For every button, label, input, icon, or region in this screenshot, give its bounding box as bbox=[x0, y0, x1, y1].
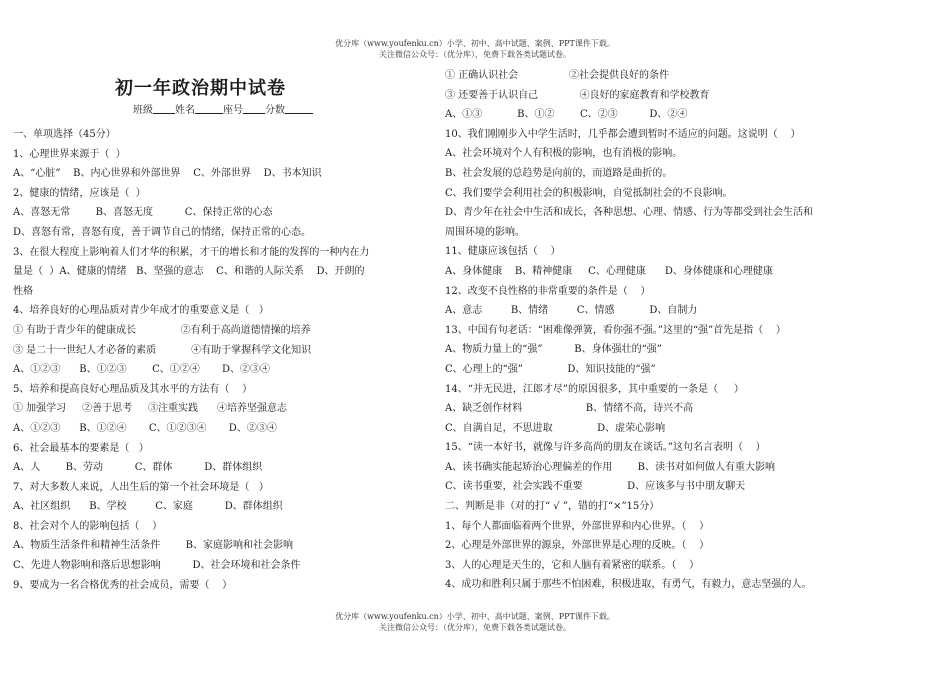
seat-blank bbox=[243, 103, 265, 114]
question-line: C、读书重要，社会实践不重要 D、应该多与书中朋友聊天 bbox=[445, 481, 746, 493]
question-line: D、青少年在社会中生活和成长，各种思想、心理、情感、行为等都受到社会生活和 bbox=[445, 207, 814, 219]
class-blank bbox=[153, 103, 175, 114]
question-line: 14、“并无民进，江郎才尽”的原因很多，其中重要的一条是（ ） bbox=[445, 383, 744, 395]
question-line: ① 正确认识社会 ②社会提供良好的条件 bbox=[445, 70, 670, 81]
name-label: 姓名 bbox=[175, 105, 195, 116]
question-line: 2、健康的情绪，应该是（ ） bbox=[13, 187, 146, 199]
page-header bbox=[0, 38, 950, 60]
question-line: 周围环境的影响。 bbox=[445, 226, 525, 238]
question-line: 7、对大多数人来说，人出生后的第一个社会环境是（ ） bbox=[13, 481, 269, 493]
question-line: 2、心理是外部世界的源泉，外部世界是心理的反映。（ ） bbox=[445, 540, 710, 552]
question-line: 12、改变不良性格的非常重要的条件是（ ） bbox=[445, 285, 651, 297]
question-line: B、社会发展的总趋势是向前的，而道路是曲折的。 bbox=[445, 167, 673, 179]
question-line: 3、人的心理是天生的，它和人脑有着紧密的联系。（ ） bbox=[445, 559, 700, 571]
score-blank bbox=[285, 103, 313, 114]
score-label: 分数 bbox=[265, 105, 285, 116]
question-line: A、①③ B、①② C、②③ D、②④ bbox=[445, 109, 688, 121]
name-blank bbox=[195, 103, 223, 114]
page-footer bbox=[0, 611, 950, 633]
header-line-2: 关注微信公众号：（优分库），免费下载各类试题试卷。 bbox=[379, 50, 571, 59]
question-line: A、物质力量上的“强” B、身体强壮的“强” bbox=[445, 344, 662, 356]
footer-line-1: 优分库（www.youfenku.cn）小学、初中、高中试题、案例、PPT课件下载。 bbox=[335, 612, 615, 621]
question-line: C、自满自足，不思进取 D、虚荣心影响 bbox=[445, 422, 666, 434]
question-line: 性格 bbox=[13, 285, 33, 297]
question-line: A、缺乏创作材料 B、情绪不高，诗兴不高 bbox=[445, 403, 694, 415]
right-column bbox=[445, 66, 945, 595]
question-line: ③ 是二十一世纪人才必备的素质 ④有助于掌握科学文化知识 bbox=[13, 344, 312, 356]
question-line: 13、中国有句老话：“困难像弹簧，看你强不强。”这里的“强”首先是指（ ） bbox=[445, 324, 786, 336]
question-line: 10、我们刚刚步入中学生活时，几乎都会遭到暂时不适应的问题。这说明（ ） bbox=[445, 128, 801, 140]
question-line: 量是（ ）A、健康的情绪 B、坚强的意志 C、和谐的人际关系 D、开朗的 bbox=[13, 266, 365, 278]
class-label: 班级 bbox=[133, 105, 153, 116]
question-line: A、人 B、劳动 C、群体 D、群体组织 bbox=[13, 462, 263, 474]
footer-line-2: 关注微信公众号：（优分库），免费下载各类试题试卷。 bbox=[379, 623, 571, 632]
question-line: A、“心脏” B、内心世界和外部世界 C、外部世界 D、书本知识 bbox=[13, 168, 322, 180]
question-line: 3、在很大程度上影响着人们才华的积累，才干的增长和才能的发挥的一种内在力 bbox=[13, 246, 370, 258]
question-line: 11、健康应该包括（ ） bbox=[445, 246, 561, 258]
question-line: 15、“读一本好书，就像与许多高尚的朋友在谈话。”这句名言表明（ ） bbox=[445, 442, 766, 454]
header-line-1: 优分库（www.youfenku.cn）小学、初中、高中试题、案例、PPT课件下载。 bbox=[335, 39, 615, 48]
question-line: C、我们要学会利用社会的积极影响，自觉抵制社会的不良影响。 bbox=[445, 187, 733, 199]
question-line: 9、要成为一名合格优秀的社会成员，需要（ ） bbox=[13, 579, 233, 591]
question-line: C、先进人物影响和落后思想影响 D、社会环境和社会条件 bbox=[13, 560, 301, 572]
question-line: A、身体健康 B、精神健康 C、心理健康 D、身体健康和心理健康 bbox=[445, 265, 773, 277]
question-line: 4、成功和胜利只属于那些不怕困难，积极进取，有勇气，有毅力，意志坚强的人。 bbox=[445, 579, 812, 591]
student-info-line bbox=[133, 101, 313, 116]
question-line: 5、培养和提高良好心理品质及其水平的方法有（ ） bbox=[13, 383, 253, 395]
question-line: A、读书确实能起矫治心理偏差的作用 B、读书对如何做人有重大影响 bbox=[445, 461, 775, 473]
question-line: 1、每个人都面临着两个世界，外部世界和内心世界。（ ） bbox=[445, 520, 710, 532]
question-line: A、喜怒无常 B、喜怒无度 C、保持正常的心态 bbox=[13, 207, 273, 219]
question-line: A、①②③ B、①②③ C、①②④ D、②③④ bbox=[13, 364, 270, 376]
question-line: A、意志 B、情绪 C、情感 D、自制力 bbox=[445, 305, 698, 317]
question-line: 8、社会对个人的影响包括（ ） bbox=[13, 520, 163, 532]
question-line: ① 加强学习 ②善于思考 ③注重实践 ④培养坚强意志 bbox=[13, 403, 288, 415]
question-line: D、喜怒有常，喜怒有度，善于调节自己的情绪，保持正常的心态。 bbox=[13, 226, 312, 238]
question-line: 1、心理世界来源于（ ） bbox=[13, 148, 126, 160]
left-column bbox=[13, 125, 433, 595]
question-line: 4、培养良好的心理品质对青少年成才的重要意义是（ ） bbox=[13, 305, 269, 317]
seat-label: 座号 bbox=[223, 105, 243, 116]
question-line: 一、单项选择（45分） bbox=[13, 129, 116, 140]
page-title: 初一年政治期中试卷 bbox=[115, 78, 286, 99]
question-line: A、社会环境对个人有积极的影响，也有消极的影响。 bbox=[445, 148, 683, 160]
question-line: ① 有助于青少年的健康成长 ②有利于高尚道德情操的培养 bbox=[13, 324, 311, 336]
question-line: C、心理上的“强” D、知识技能的“强” bbox=[445, 363, 656, 375]
question-line: 6、社会最基本的要素是（ ） bbox=[13, 442, 149, 454]
question-line: A、物质生活条件和精神生活条件 B、家庭影响和社会影响 bbox=[13, 540, 293, 552]
question-line: 二、判断是非（对的打“ √ ”，错的打“×”15分） bbox=[445, 501, 660, 513]
question-line: A、社区组织 B、学校 C、家庭 D、群体组织 bbox=[13, 501, 283, 513]
question-line: ③ 还要善于认识自己 ④良好的家庭教育和学校教育 bbox=[445, 89, 710, 101]
question-line: A、①②③ B、①②④ C、①②③④ D、②③④ bbox=[13, 422, 277, 434]
